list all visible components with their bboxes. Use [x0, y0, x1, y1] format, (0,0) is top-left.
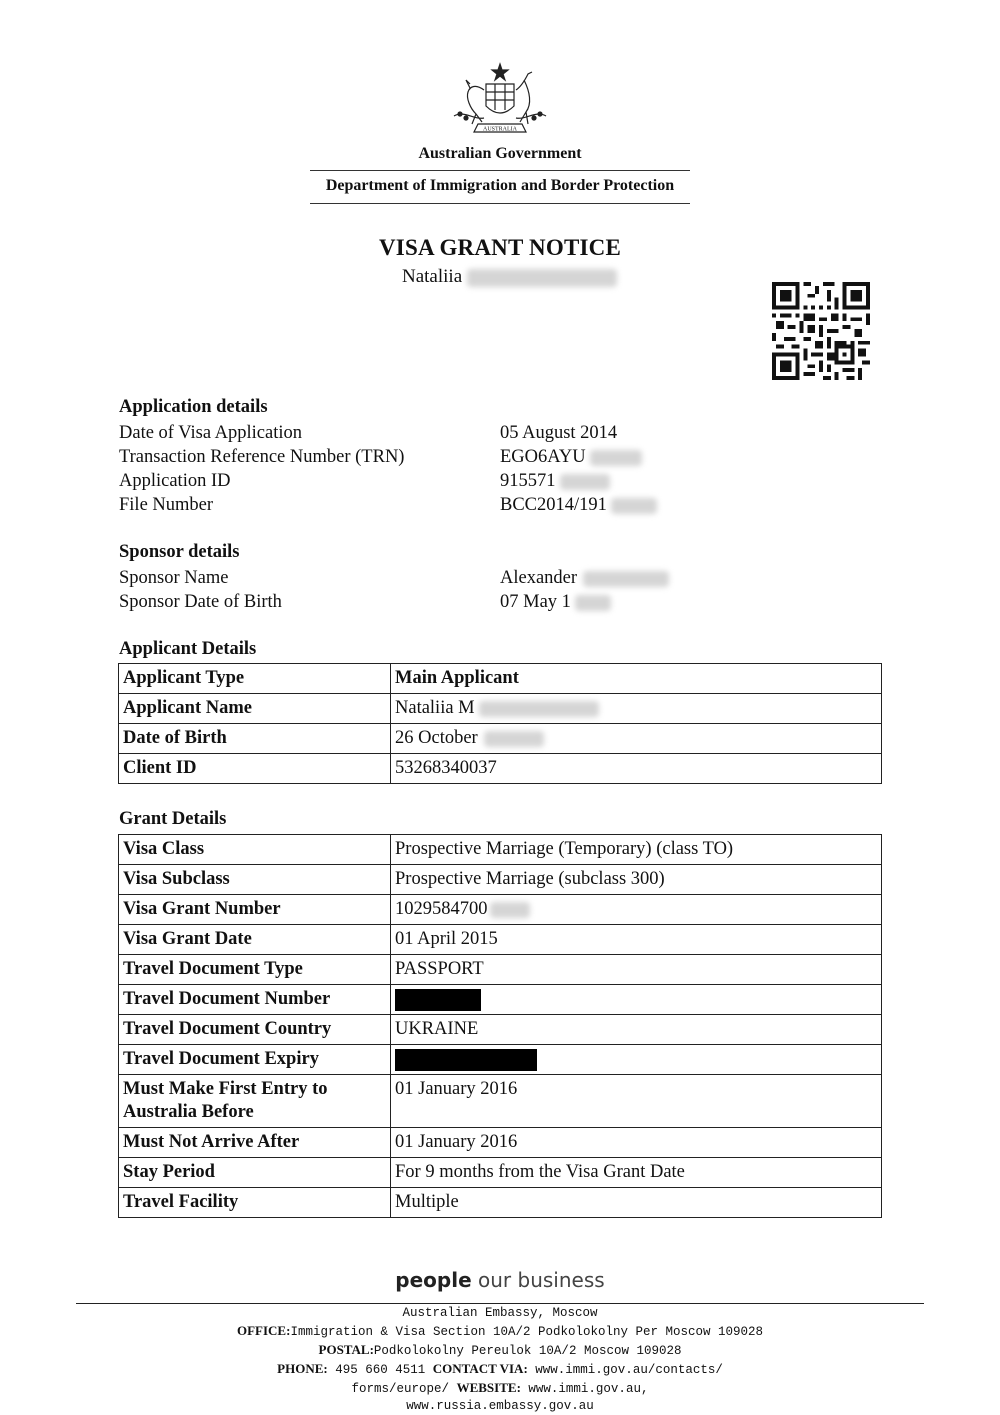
kv-row: [119, 445, 879, 469]
table-label: Must Not Arrive After: [119, 1128, 391, 1158]
redacted-blur: [590, 450, 642, 466]
redacted-blur: [490, 902, 530, 918]
kv-value-text: 07 May 1: [500, 592, 571, 612]
kv-value: [500, 421, 617, 445]
table-label: Stay Period: [119, 1158, 391, 1188]
kv-row: [119, 469, 879, 493]
office-line: [0, 1322, 1000, 1341]
postal-label: POSTAL:: [318, 1342, 374, 1357]
table-value: 53268340037: [391, 754, 882, 784]
sponsor-details: [119, 566, 879, 614]
table-value-text: 26 October: [395, 728, 478, 748]
table-label: Travel Document Number: [119, 985, 391, 1015]
contact-link[interactable]: www.immi.gov.au/contacts/ forms/europe/: [351, 1363, 723, 1396]
table-value-text: Nataliia M: [395, 698, 475, 718]
kv-row: [119, 590, 879, 614]
table-value: Prospective Marriage (subclass 300): [391, 865, 882, 895]
table-row: [119, 754, 882, 784]
kv-value: [500, 590, 611, 614]
redacted-blur: [583, 571, 669, 587]
table-value: Main Applicant: [391, 664, 882, 694]
table-label: Applicant Type: [119, 664, 391, 694]
table-value: Multiple: [391, 1188, 882, 1218]
table-label: Travel Document Type: [119, 955, 391, 985]
application-details: [119, 421, 879, 517]
kv-row: [119, 493, 879, 517]
kv-value: [500, 566, 669, 590]
kv-label: File Number: [119, 495, 214, 515]
table-row: [119, 1075, 882, 1128]
table-label: Visa Grant Date: [119, 925, 391, 955]
slogan: [0, 1268, 1000, 1292]
table-value: For 9 months from the Visa Grant Date: [391, 1158, 882, 1188]
department-name: Department of Immigration and Border Protection: [325, 177, 675, 194]
website-link[interactable]: www.immi.gov.au, www.russia.embassy.gov.au: [406, 1382, 649, 1413]
table-value: [391, 895, 882, 925]
table-label: Date of Birth: [119, 724, 391, 754]
postal-address: Podkolokolny Pereulok 10A/2 Moscow 109028: [373, 1344, 682, 1358]
office-label: OFFICE:: [236, 1323, 291, 1338]
table-label: Client ID: [119, 754, 391, 784]
document-title: VISA GRANT NOTICE: [379, 235, 621, 260]
kv-row: [119, 566, 879, 590]
kv-value-text: 05 August 2014: [500, 423, 618, 443]
table-value: [391, 985, 882, 1015]
kv-label: Sponsor Name: [119, 568, 229, 588]
postal-line: [0, 1341, 1000, 1360]
table-value-text: 1029584700: [395, 899, 488, 919]
table-value: [391, 724, 882, 754]
slogan-bold: people: [395, 1268, 472, 1292]
embassy-name: Australian Embassy, Moscow: [402, 1306, 598, 1320]
grant-details-table: [118, 834, 882, 1218]
redacted-blur: [467, 269, 617, 287]
kv-value-text: EGO6AYU: [500, 447, 586, 467]
table-row: [119, 1158, 882, 1188]
redacted-blur: [611, 498, 657, 514]
application-details-heading: Application details: [119, 397, 268, 417]
kv-value-text: Alexander: [500, 568, 578, 588]
redacted-blur: [484, 731, 544, 747]
table-row: [119, 985, 882, 1015]
redacted-blur: [575, 595, 611, 611]
kv-value-text: BCC2014/191: [500, 495, 607, 515]
recipient-first-name: Nataliia: [402, 266, 463, 287]
redaction-bar: [395, 1049, 537, 1071]
table-value: Prospective Marriage (Temporary) (class TO): [391, 835, 882, 865]
kv-value: [500, 469, 610, 493]
contact-label: CONTACT VIA:: [432, 1361, 528, 1376]
table-row: [119, 865, 882, 895]
table-label: Applicant Name: [119, 694, 391, 724]
redaction-bar: [395, 989, 481, 1011]
table-label: Must Make First Entry to Australia Before: [119, 1075, 391, 1128]
table-row: [119, 724, 882, 754]
table-value: 01 April 2015: [391, 925, 882, 955]
table-value: [391, 694, 882, 724]
table-row: [119, 1128, 882, 1158]
kv-value-text: 915571: [500, 471, 556, 491]
website-label: WEBSITE:: [456, 1380, 521, 1395]
table-row: [119, 694, 882, 724]
applicant-details-table: [118, 663, 882, 784]
coat-of-arms-icon: [440, 62, 560, 142]
table-label: Visa Class: [119, 835, 391, 865]
table-row: [119, 1015, 882, 1045]
divider: [310, 170, 690, 171]
grant-details-heading: Grant Details: [119, 809, 227, 829]
table-value: PASSPORT: [391, 955, 882, 985]
table-value: 01 January 2016: [391, 1128, 882, 1158]
sponsor-details-heading: Sponsor details: [119, 542, 240, 562]
table-label: Visa Subclass: [119, 865, 391, 895]
table-row: [119, 925, 882, 955]
qr-code-icon: [772, 282, 870, 380]
divider: [310, 203, 690, 204]
table-label: Travel Facility: [119, 1188, 391, 1218]
table-value: UKRAINE: [391, 1015, 882, 1045]
table-label: Travel Document Country: [119, 1015, 391, 1045]
kv-label: Date of Visa Application: [119, 423, 302, 443]
kv-value: [500, 493, 657, 517]
kv-value: [500, 445, 642, 469]
footer-contact: [0, 1305, 1000, 1415]
kv-row: [119, 421, 879, 445]
table-row: [119, 664, 882, 694]
redacted-blur: [479, 701, 599, 717]
table-row: [119, 835, 882, 865]
footer-divider: [76, 1303, 924, 1304]
slogan-light: our business: [478, 1268, 605, 1292]
table-value: 01 January 2016: [391, 1075, 882, 1128]
kv-label: Transaction Reference Number (TRN): [119, 447, 405, 467]
table-row: [119, 1188, 882, 1218]
applicant-details-heading: Applicant Details: [119, 639, 257, 659]
table-row: [119, 955, 882, 985]
redacted-blur: [560, 474, 610, 490]
table-value: [391, 1045, 882, 1075]
office-address: Immigration & Visa Section 10A/2 Podkolokolny Per Moscow 109028: [290, 1325, 764, 1339]
table-label: Travel Document Expiry: [119, 1045, 391, 1075]
phone-number: 495 660 4511: [335, 1363, 426, 1377]
agency-name: Australian Government: [418, 145, 582, 162]
kv-label: Application ID: [119, 471, 231, 491]
recipient-name: [402, 266, 617, 288]
table-row: [119, 895, 882, 925]
crest-motto: AUSTRALIA: [483, 126, 517, 133]
table-row: [119, 1045, 882, 1075]
contact-line: [265, 1360, 735, 1415]
phone-label: PHONE:: [277, 1361, 328, 1376]
kv-label: Sponsor Date of Birth: [119, 592, 282, 612]
table-label: Visa Grant Number: [119, 895, 391, 925]
